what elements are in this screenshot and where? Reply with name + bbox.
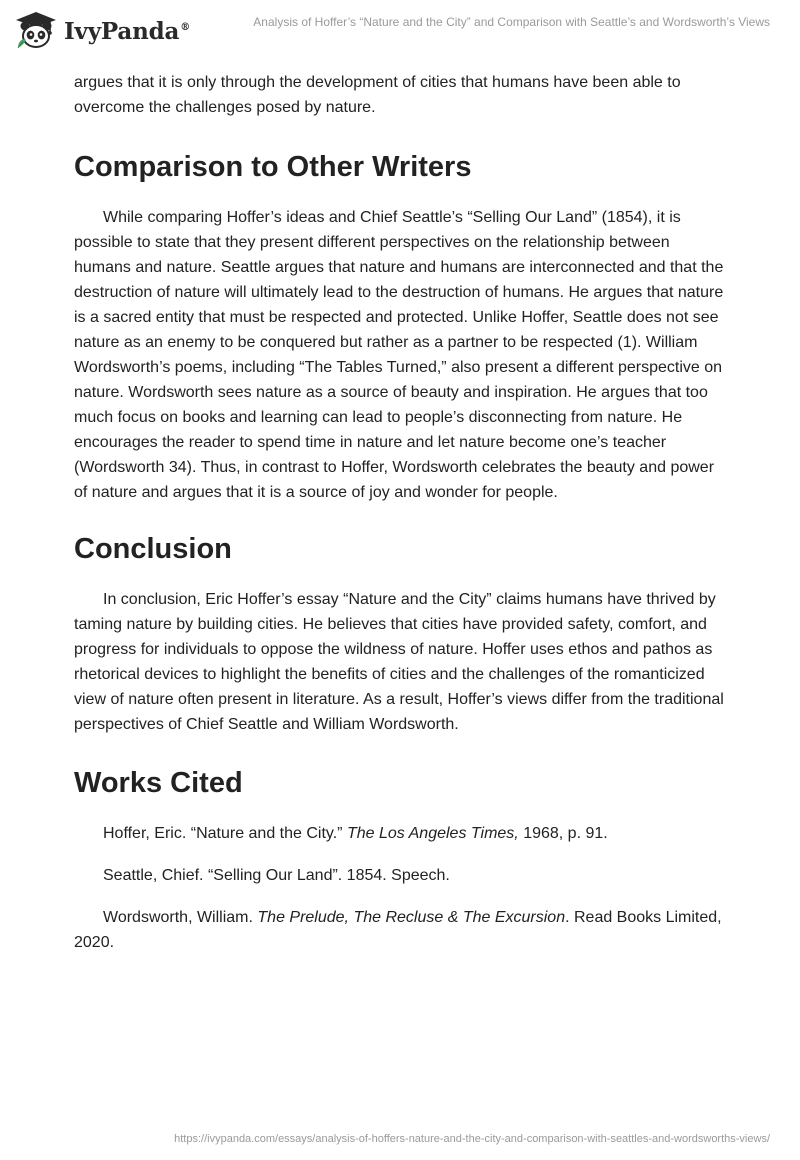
comparison-paragraph: While comparing Hoffer’s ideas and Chief Seattle’s “Selling Our Land” (1854), it is possible to state that they present different perspectives on the relationship between humans and nature. Seattle argues that nature and humans are interconnected and that the destruction of nature will ultimately lead to the destruction of humans. He argues that nature is a sacred entity that must be respected and protected. Unlike Hoffer, Seattle does not see nature as an enemy to be conquered but rather as a partner to be respected (1). William Wordsworth’s poems, including “The Tables Turned,” also present a different perspective on nature. Wordsworth sees nature as a source of beauty and inspiration. He argues that too much focus on books and learning can lead to people’s disconnecting from nature. He encourages the reader to spend time in nature and let nature become one’s teacher (Wordsworth 34). Thus, in contrast to Hoffer, Wordsworth celebrates the beauty and power of nature and argues that it is a source of joy and wonder for people.	[74, 209, 724, 501]
document-body	[74, 70, 728, 972]
citation-entry: Seattle, Chief. “Selling Our Land”. 1854. Speech.	[103, 867, 450, 884]
source-url[interactable]: https://ivypanda.com/essays/analysis-of-hoffers-nature-and-the-city-and-comparison-with-seattles-and-wordsworths-views/	[174, 1133, 770, 1145]
comparison-heading: Comparison to Other Writers	[74, 151, 472, 183]
panda-graduate-icon	[14, 10, 58, 50]
citation-entry: Wordsworth, William. The Prelude, The Recluse & The Excursion. Read Books Limited, 2020.	[74, 909, 722, 951]
page-header	[0, 0, 800, 66]
citation-entry: Hoffer, Eric. “Nature and the City.” The Los Angeles Times, 1968, p. 91.	[103, 825, 608, 842]
intro-paragraph: argues that it is only through the development of cities that humans have been able to overcome the challenges posed by nature.	[74, 74, 681, 116]
works-cited-heading: Works Cited	[74, 767, 243, 799]
ivypanda-logo[interactable]	[14, 10, 190, 50]
logo-wordmark: IvyPanda®	[64, 17, 190, 45]
conclusion-heading: Conclusion	[74, 533, 232, 565]
document-title: Analysis of Hoffer’s “Nature and the City” and Comparison with Seattle’s and Wordsworth’s Views	[253, 15, 770, 29]
conclusion-paragraph: In conclusion, Eric Hoffer’s essay “Nature and the City” claims humans have thrived by taming nature by building cities. He believes that cities have provided safety, comfort, and progress for individuals to oppose the wildness of nature. Hoffer uses ethos and pathos as rhetorical devices to highlight the benefits of cities and the challenges of the romanticized view of nature often present in literature. As a result, Hoffer’s views differ from the traditional perspectives of Chief Seattle and William Wordsworth.	[74, 591, 724, 733]
